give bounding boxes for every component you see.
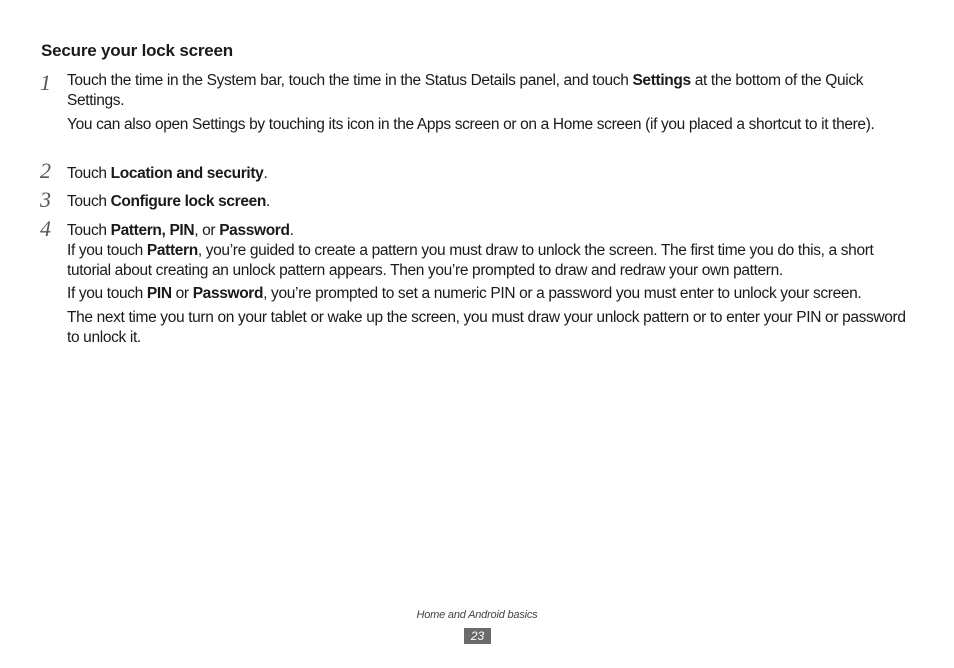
next-time-paragraph: The next time you turn on your tablet or wake up the screen, you must draw your unlock pattern or to enter your PIN or password to unlock it. [67, 309, 906, 346]
pin-password-paragraph: If you touch PIN or Password, you’re prompted to set a numeric PIN or a password you must enter to unlock your screen. [67, 285, 862, 302]
page-number-badge: 23 [464, 628, 491, 644]
step-number-1: 1 [40, 70, 51, 95]
step-number-3: 3 [40, 187, 51, 212]
step-1 [67, 71, 912, 135]
step-1-note: You can also open Settings by touching its icon in the Apps screen or on a Home screen (if you placed a shortcut to it there). [67, 116, 875, 133]
section-heading: Secure your lock screen [41, 41, 233, 60]
step-number-2: 2 [40, 158, 51, 183]
step-3: Touch Configure lock screen. [67, 193, 270, 210]
step-number-4: 4 [40, 216, 51, 241]
settings-term: Settings [632, 72, 691, 89]
location-security-term: Location and security [110, 165, 264, 182]
configure-lock-term: Configure lock screen [110, 193, 267, 210]
step-4: Touch Pattern, PIN, or Password. If you touch Pattern, you’re guided to create a pattern you must draw to unlock the screen. The first time you do this, a short tutorial about creating an unlock pattern appears. Then you’re prompted to draw and redraw your own pattern. If you touch PIN or Password, you’re prompted to set a numeric PIN or a password you must enter to unlock your screen. The next time you turn on your tablet or wake up the screen, you must draw your unlock pattern or to enter your PIN or password to unlock it. [67, 221, 912, 348]
pattern-paragraph: If you touch Pattern, you’re guided to create a pattern you must draw to unlock the screen. The first time you do this, a short tutorial about creating an unlock pattern appears. Then you’re prompted to draw and redraw your own pattern. [67, 242, 874, 279]
step-2: Touch Location and security. [67, 165, 268, 182]
footer-section-title: Home and Android basics [416, 609, 538, 621]
step-1-instruction: Touch the time in the System bar, touch the time in the Status Details panel, and touch Settings at the bottom of the Quick Settings. [67, 72, 864, 109]
